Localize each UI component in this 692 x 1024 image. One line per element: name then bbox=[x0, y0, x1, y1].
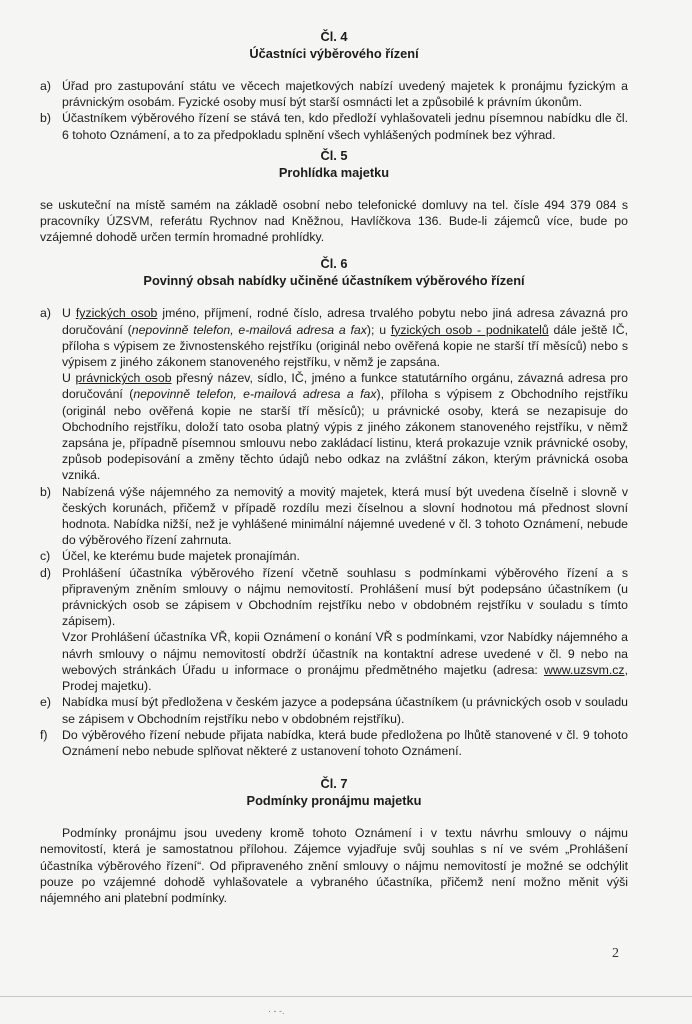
underlined-term: právnických osob bbox=[75, 371, 172, 386]
article-6-item-c bbox=[40, 548, 628, 564]
article-6-heading bbox=[40, 255, 628, 289]
item-marker: b) bbox=[40, 111, 51, 126]
underlined-term: fyzických osob - podnikatelů bbox=[390, 322, 549, 337]
article-6-item-a-legal-persons bbox=[40, 370, 628, 483]
page-number: 2 bbox=[612, 946, 619, 961]
underlined-term: fyzických osob bbox=[75, 306, 158, 321]
article-7-text: Podmínky pronájmu jsou uvedeny kromě tohoto Oznámení i v textu návrhu smlouvy o nájmu nemovitostí, která je samostatnou přílohou. Zájemce vyjadřuje svůj souhlas s ní ve svém „Prohlášení účastníka výběrového řízení“. Od připraveného znění smlouvy o nájmu nemovitostí je možné se odchýlit pouze po vzájemné dohodě vyhlašovatele a vybraného účastníka, přičemž není možno měnit výši nájemného ani platební podmínky. bbox=[40, 826, 628, 905]
italic-note: nepovinně telefon, e-mailová adresa a fax bbox=[131, 322, 367, 337]
scan-edge-line bbox=[0, 996, 692, 997]
article-5-title: Prohlídka majetku bbox=[278, 164, 390, 180]
item-marker: b) bbox=[40, 484, 51, 499]
article-4-item-a bbox=[40, 78, 628, 110]
article-6-item-d bbox=[40, 565, 628, 630]
scan-speck: · - -. bbox=[268, 1006, 285, 1016]
item-text: U bbox=[62, 371, 76, 386]
item-marker: c) bbox=[40, 549, 51, 564]
item-marker: a) bbox=[40, 306, 51, 321]
article-4-heading bbox=[40, 28, 628, 62]
article-5-number: Čl. 5 bbox=[320, 147, 348, 163]
article-5-heading bbox=[40, 147, 628, 181]
item-text: ); u bbox=[366, 322, 391, 337]
item-marker: d) bbox=[40, 565, 51, 580]
article-6-title: Povinný obsah nabídky učiněné účastníkem výběrového řízení bbox=[143, 273, 525, 289]
article-6-item-e bbox=[40, 694, 628, 726]
article-6-number: Čl. 6 bbox=[320, 256, 348, 272]
article-4-title: Účastníci výběrového řízení bbox=[249, 46, 419, 61]
item-text: Úřad pro zastupování státu ve věcech majetkových nabízí uvedený majetek k pronájmu fyzickým a právnickým osobám. Fyzické osoby musí být starší osmnácti let a způsobilé k právním úkonům. bbox=[62, 79, 628, 110]
article-6-item-b bbox=[40, 484, 628, 549]
item-text: Do výběrového řízení nebude přijata nabídka, která bude předložena po lhůtě stanovené v čl. 9 tohoto Oznámení nebo nebude splňovat některé z ustanovení tohoto Oznámení. bbox=[62, 727, 628, 758]
website-link[interactable]: www.uzsvm.cz bbox=[543, 662, 625, 677]
item-text: jméno, příjmení, rodné číslo, adresa trvalého pobytu nebo jiná adresa závazná pro doručování ( bbox=[62, 306, 628, 337]
article-6-item-f bbox=[40, 727, 628, 759]
article-7-heading bbox=[40, 775, 628, 809]
item-text: dále ještě IČ, příloha s výpisem ze živnostenského rejstříku (originál nebo ověřená kopie ne starší tří měsíců) nebo s výpisem z jiného zákonem stanoveného rejstříku, v němž je zapsána. bbox=[62, 322, 629, 370]
italic-note: nepovinně telefon, e-mailová adresa a fax bbox=[133, 387, 377, 402]
item-text: , Prodej majetku). bbox=[62, 662, 628, 694]
article-5-text: se uskuteční na místě samém na základě osobní nebo telefonické domluvy na tel. čísle 494 379 084 s pracovníky ÚZSVM, referátu Rychnov nad Kněžnou, Havlíčkova 136. Bude-li zájemců více, bude po vzájemné dohodě určen termín hromadné prohlídky. bbox=[40, 197, 628, 245]
item-text: Účel, ke kterému bude majetek pronajímán. bbox=[62, 549, 300, 564]
item-marker: a) bbox=[40, 79, 51, 93]
article-7-number: Čl. 7 bbox=[320, 776, 348, 792]
article-4-item-b bbox=[40, 110, 628, 142]
document-body bbox=[40, 28, 628, 906]
item-marker: e) bbox=[40, 695, 51, 710]
article-6-item-d-continuation bbox=[40, 629, 628, 694]
article-7-title: Podmínky pronájmu majetku bbox=[246, 793, 422, 809]
item-text: U bbox=[62, 306, 76, 321]
item-text: Vzor Prohlášení účastníka VŘ, kopii Oznámení o konání VŘ s podmínkami, vzor Nabídky nájemného a návrh smlouvy o nájmu nemovitostí obdrží účastník na kontaktní adrese uvedené v čl. 9 nebo na webových stránkách Úřadu u informace o pronájmu předmětného majetku (adresa: bbox=[62, 630, 628, 677]
item-text: Nabízená výše nájemného za nemovitý a movitý majetek, která musí být uvedena číselně i slovně v českých korunách, přičemž v případě rozdílu mezi číselnou a slovní hodnotou má přednost slovní hodnota. Nabídka nižší, než je vyhlášené minimální nájemné uvedené v čl. 3 tohoto Oznámení, nebude do výběrového řízení zahrnuta. bbox=[62, 484, 628, 548]
item-text: ), příloha s výpisem z Obchodního rejstříku (originál nebo ověřená kopie ne starší tří měsíců); u právnické osoby, která se nezapisuje do Obchodního rejstříku, doloží tato osoba platný výpis z jiného zákonem stanoveného rejstříku, v němž zapsána je, případně písemnou smlouvu nebo zakládací listinu, která prokazuje vznik právnické osoby, způsob podepisování a změny těchto údajů nebo odkaz na zvláštní zákon, kterým právnická osoba vzniká. bbox=[62, 387, 628, 483]
item-text: Nabídka musí být předložena v českém jazyce a podepsána účastníkem (u právnických osob v souladu se zápisem v Obchodním rejstříku nebo v obdobném rejstříku). bbox=[62, 695, 628, 726]
article-4-number: Čl. 4 bbox=[320, 29, 348, 44]
item-marker: f) bbox=[40, 727, 48, 742]
article-6-item-a-natural-persons bbox=[40, 305, 628, 370]
item-text: Prohlášení účastníka výběrového řízení včetně souhlasu s podmínkami výběrového řízení a s připraveným zněním smlouvy o nájmu nemovitostí. Prohlášení musí být podepsáno účastníkem (u právnických osob se zápisem v Obchodním rejstříku nebo v obdobném rejstříku v souladu s tímto zápisem). bbox=[62, 565, 628, 629]
item-text: přesný název, sídlo, IČ, jméno a funkce statutárního orgánu, závazná adresa pro doručování ( bbox=[62, 371, 628, 402]
item-text: Účastníkem výběrového řízení se stává ten, kdo předloží vyhlašovateli jednu písemnou nabídku dle čl. 6 tohoto Oznámení, a to za předpokladu splnění všech vyhlášených podmínek bez výhrad. bbox=[62, 111, 628, 142]
